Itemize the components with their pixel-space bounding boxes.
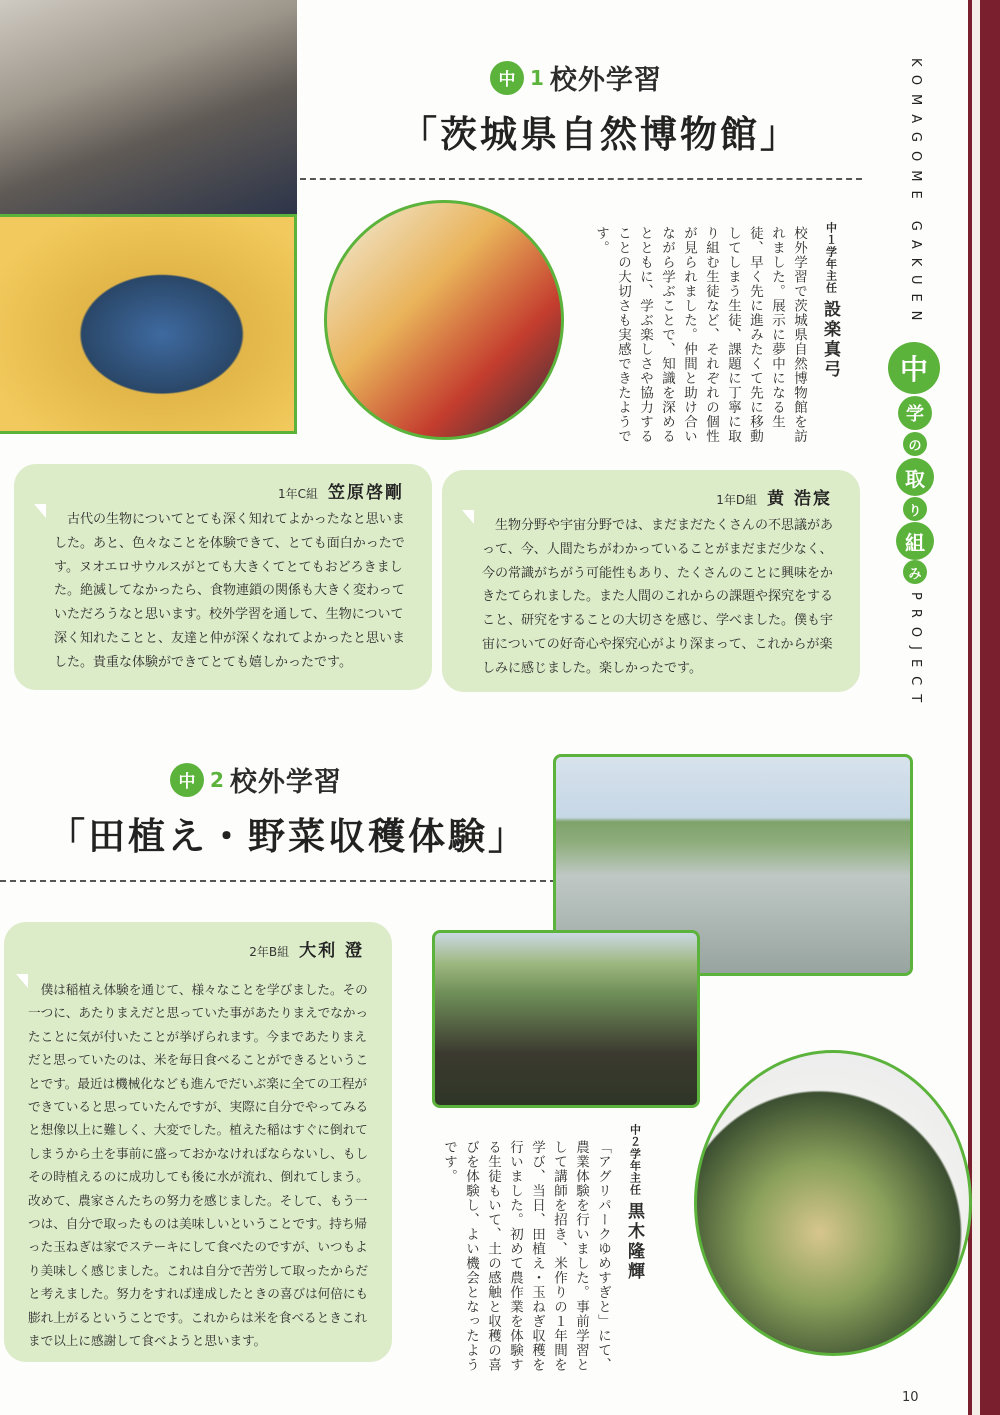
comment-header — [249, 936, 364, 961]
section1-divider — [300, 178, 862, 180]
page-number: 10 — [902, 1390, 919, 1405]
section1-grade-badge: 中 — [490, 61, 524, 95]
page-edge-strip-inner — [972, 0, 980, 1415]
onion-harvest-photo — [432, 930, 700, 1108]
section2-teacher-block — [438, 1124, 647, 1374]
section2-label-row — [170, 760, 342, 799]
side-char: 組 — [896, 522, 934, 560]
student-name: 笠原啓剛 — [328, 483, 404, 503]
section1-teacher-text: 校外学習で茨城県自然博物館を訪れました。展示に夢中になる生徒、早く先に進みたくて先に移動してしまう生徒、課題に丁寧に取り組む生徒など、それぞれの個性が見られました。仲間と助け合いながら学ぶことで、知識を深めるとともに、学ぶ楽しさや協力することの大切さも実感できたようです。 — [593, 226, 807, 444]
section2-teacher-text: 「アグリパークゆめすぎと」にて、農業体験を行いました。事前学習として講師を招き、米作りの１年間を学び、当日、田植え・玉ねぎ収穫を行いました。初めて農作業を体験する生徒もいて、土の感触と収穫の喜びを体験し、よい機会となったようです。 — [441, 1140, 611, 1372]
students-holding-onions-circle-photo — [694, 1050, 972, 1356]
side-school-name: KOMAGOME GAKUEN — [908, 58, 923, 330]
section2-grade-number: 2 — [210, 767, 224, 792]
student-comment-text: 僕は稲植え体験を通じて、様々なことを学びました。その一つに、あたりまえだと思っていた事があたりまえでなかったことに気が付いたことが挙げられます。今まであたりまえだと思っていたのは、米を毎日食べることができるということです。最近は機械化なども進んでだいぶ楽に全ての工程ができていると思っていたんですが、実際に自分でやってみると想像以上に難しく、大変でした。植えた稲はすぐに倒れてしまうから土を事前に盛っておかなければならないし、もしその時植えるのに成功しても後に水が流れ、倒れてしまう。改めて、農家さんたちの努力を感じました。そして、もう一つは、自分で取ったものは美味しいということです。持ち帰った玉ねぎは家でステーキにして食べたのですが、いつもより美味しく感じました。これは自分で苦労して取ったからだと考えました。努力をすれば達成したときの喜びは何倍にも膨れ上がるということです。これからは米を食べるときこれまで以上に感謝して食べようと思います。 — [28, 982, 369, 1349]
side-char-small: り — [903, 497, 927, 521]
student-comment-text: 古代の生物についてとても深く知れてよかったなと思いました。あと、色々なことを体験できて、とても面白かったです。ヌオエロサウルスがとても大きくてとてもおどろきました。絶滅してなかったら、食物連鎖の関係も大きく変わっていただろうなと思います。校外学習を通して、生物について深く知れたことと、友達と仲が深くなれてよかったと思いました。貴重な体験ができてとても嬉しかったです。 — [54, 512, 406, 670]
photo-divider — [0, 214, 297, 217]
side-project-label: PROJECT — [908, 592, 923, 712]
shark-jaw-photo — [0, 216, 297, 434]
comment-header — [278, 478, 404, 503]
side-char-small: の — [903, 432, 927, 456]
section2-title: 「田植え・野菜収穫体験」 — [48, 815, 528, 858]
side-char-small: み — [903, 560, 927, 584]
section1-grade-number: 1 — [530, 65, 544, 90]
section2-grade-badge: 中 — [170, 763, 204, 797]
section1-comment-box-1 — [14, 464, 432, 690]
section1-teacher-role: 中１学年主任 — [824, 222, 838, 294]
section1-label-row — [490, 58, 662, 97]
section2-teacher-role: 中２学年主任 — [628, 1124, 642, 1196]
student-comment-text: 生物分野や宇宙分野では、まだまだたくさんの不思議があって、今、人間たちがわかっていることがまだまだ少なく、今の常識がちがう可能性もあり、たくさんのことに興味をかきたてられました。また人間のこれからの課題や探究をすること、研究をすることの大切さを感じ、学べました。僕も宇宙についての好奇心や探究心がより深まって、これからが楽しみに感じました。楽しかったです。 — [482, 518, 834, 676]
student-name: 黄 浩宸 — [767, 489, 832, 509]
quote-mark-icon — [34, 504, 46, 518]
side-char: 取 — [896, 458, 934, 496]
side-char: 学 — [898, 396, 932, 430]
student-name: 大利 澄 — [299, 941, 364, 961]
students-exhibit-circle-photo — [324, 200, 564, 440]
section2-divider — [0, 880, 556, 882]
section1-teacher-block — [590, 222, 843, 458]
section2-label: 校外学習 — [229, 767, 342, 798]
section2-teacher-name: 黒木隆輝 — [624, 1202, 644, 1282]
student-class: 1年D組 — [716, 493, 758, 507]
student-class: 1年C組 — [277, 487, 318, 501]
quote-mark-icon — [462, 510, 474, 524]
section2-comment-box-1 — [4, 922, 392, 1362]
comment-header — [716, 484, 832, 509]
section1-label: 校外学習 — [549, 65, 662, 96]
side-char-large: 中 — [888, 342, 940, 394]
section1-comment-box-2 — [442, 470, 860, 692]
museum-skeleton-photo — [0, 0, 297, 216]
section1-title: 「茨城県自然博物館」 — [400, 113, 800, 156]
section1-teacher-name: 設楽真弓 — [820, 300, 840, 380]
quote-mark-icon — [16, 974, 28, 988]
student-class: 2年B組 — [249, 945, 290, 959]
